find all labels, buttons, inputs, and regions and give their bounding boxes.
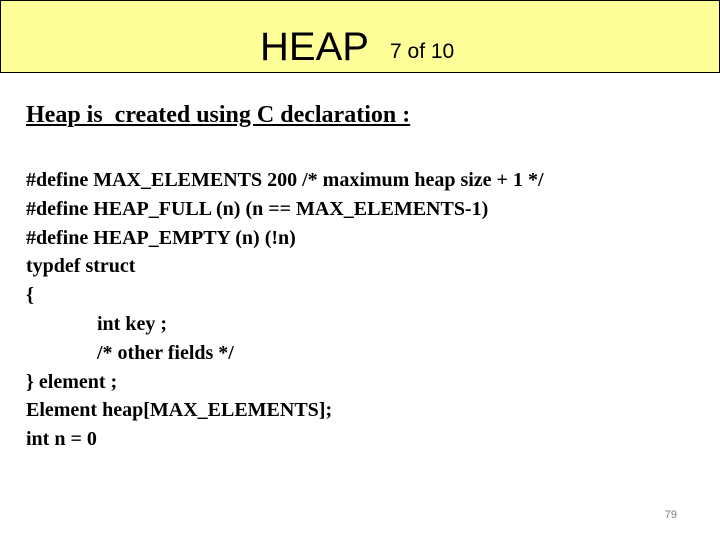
code-line: #define HEAP_EMPTY (n) (!n): [26, 226, 296, 249]
code-line: #define HEAP_FULL (n) (n == MAX_ELEMENTS-1): [26, 197, 489, 220]
slide-title: HEAP: [260, 25, 369, 69]
code-line: Element heap[MAX_ELEMENTS];: [26, 399, 333, 422]
section-heading: Heap is created using C declaration :: [26, 102, 411, 128]
code-line: #define MAX_ELEMENTS 200 /* maximum heap size + 1 */: [26, 169, 544, 191]
code-line: {: [26, 284, 34, 307]
code-line: int key ;: [97, 312, 167, 335]
code-line: } element ;: [26, 370, 118, 393]
code-line: int n = 0: [26, 428, 97, 451]
slide-counter: 7 of 10: [390, 40, 455, 63]
page-number: 79: [664, 509, 677, 521]
code-line: /* other fields */: [97, 341, 234, 364]
title-bar: [0, 0, 720, 73]
code-block: [26, 166, 544, 454]
code-line: typdef struct: [26, 255, 136, 278]
